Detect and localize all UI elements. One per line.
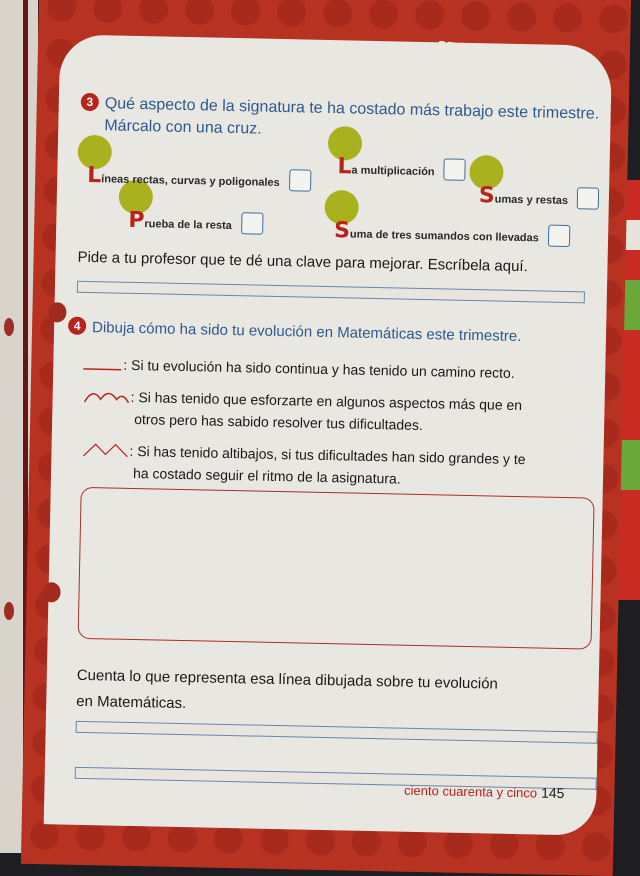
followup-prompt: Cuenta lo que representa esa línea dibujada sobre tu evolución en Matemáticas. xyxy=(76,666,499,713)
content-sheet xyxy=(44,34,612,835)
binder-hole xyxy=(4,602,14,620)
legend-zigzag: : Si has tenido altibajos, si tus dificultades han sido grandes y te ha costado seguir el ritmo de la asignatura. xyxy=(81,439,526,492)
straight-line-icon xyxy=(83,359,123,372)
option-sumas-restas: Sumas y restas xyxy=(479,183,600,211)
option-checkbox[interactable] xyxy=(577,187,599,209)
option-checkbox[interactable] xyxy=(548,225,570,247)
option-checkbox[interactable] xyxy=(289,169,311,191)
option-lineas: Líneas rectas, curvas y poligonales xyxy=(87,163,311,193)
legend-straight: : Si tu evolución ha sido continua y has tenido un camino recto. xyxy=(83,353,515,384)
zigzag-icon xyxy=(81,441,129,458)
question-3-title: 3 Qué aspecto de la signatura te ha costado más trabajo este trimestre. Márcalo con una cruz. xyxy=(80,93,599,148)
option-checkbox[interactable] xyxy=(443,158,465,180)
rounded-wave-icon xyxy=(83,387,131,404)
question-number-badge: 3 xyxy=(81,93,99,111)
option-suma-tres: Suma de tres sumandos con llevadas xyxy=(334,218,570,248)
improvement-prompt: Pide a tu profesor que te dé una clave para mejorar. Escríbela aquí. xyxy=(77,248,528,276)
page-footer: ciento cuarenta y cinco 145 xyxy=(403,782,565,802)
legend-wave: : Si has tenido que esforzarte en algunos aspectos más que en otros pero has sabido resolver tus dificultades. xyxy=(82,385,522,438)
binder-hole xyxy=(42,582,60,602)
drawing-area[interactable] xyxy=(78,487,595,650)
followup-answer-line-1[interactable] xyxy=(76,721,598,744)
option-multiplicacion: La multiplicación xyxy=(337,154,466,182)
binder-hole xyxy=(48,302,66,322)
workbook-page xyxy=(21,0,631,876)
option-prueba-resta: Prueba de la resta xyxy=(128,208,263,236)
option-checkbox[interactable] xyxy=(241,212,263,234)
binder-hole xyxy=(4,318,14,336)
question-number-badge: 4 xyxy=(68,317,86,335)
question-4-title: 4 Dibuja cómo ha sido tu evolución en Matemáticas este trimestre. xyxy=(68,317,522,345)
improvement-answer-line[interactable] xyxy=(77,281,585,304)
page-number: 145 xyxy=(540,784,565,802)
